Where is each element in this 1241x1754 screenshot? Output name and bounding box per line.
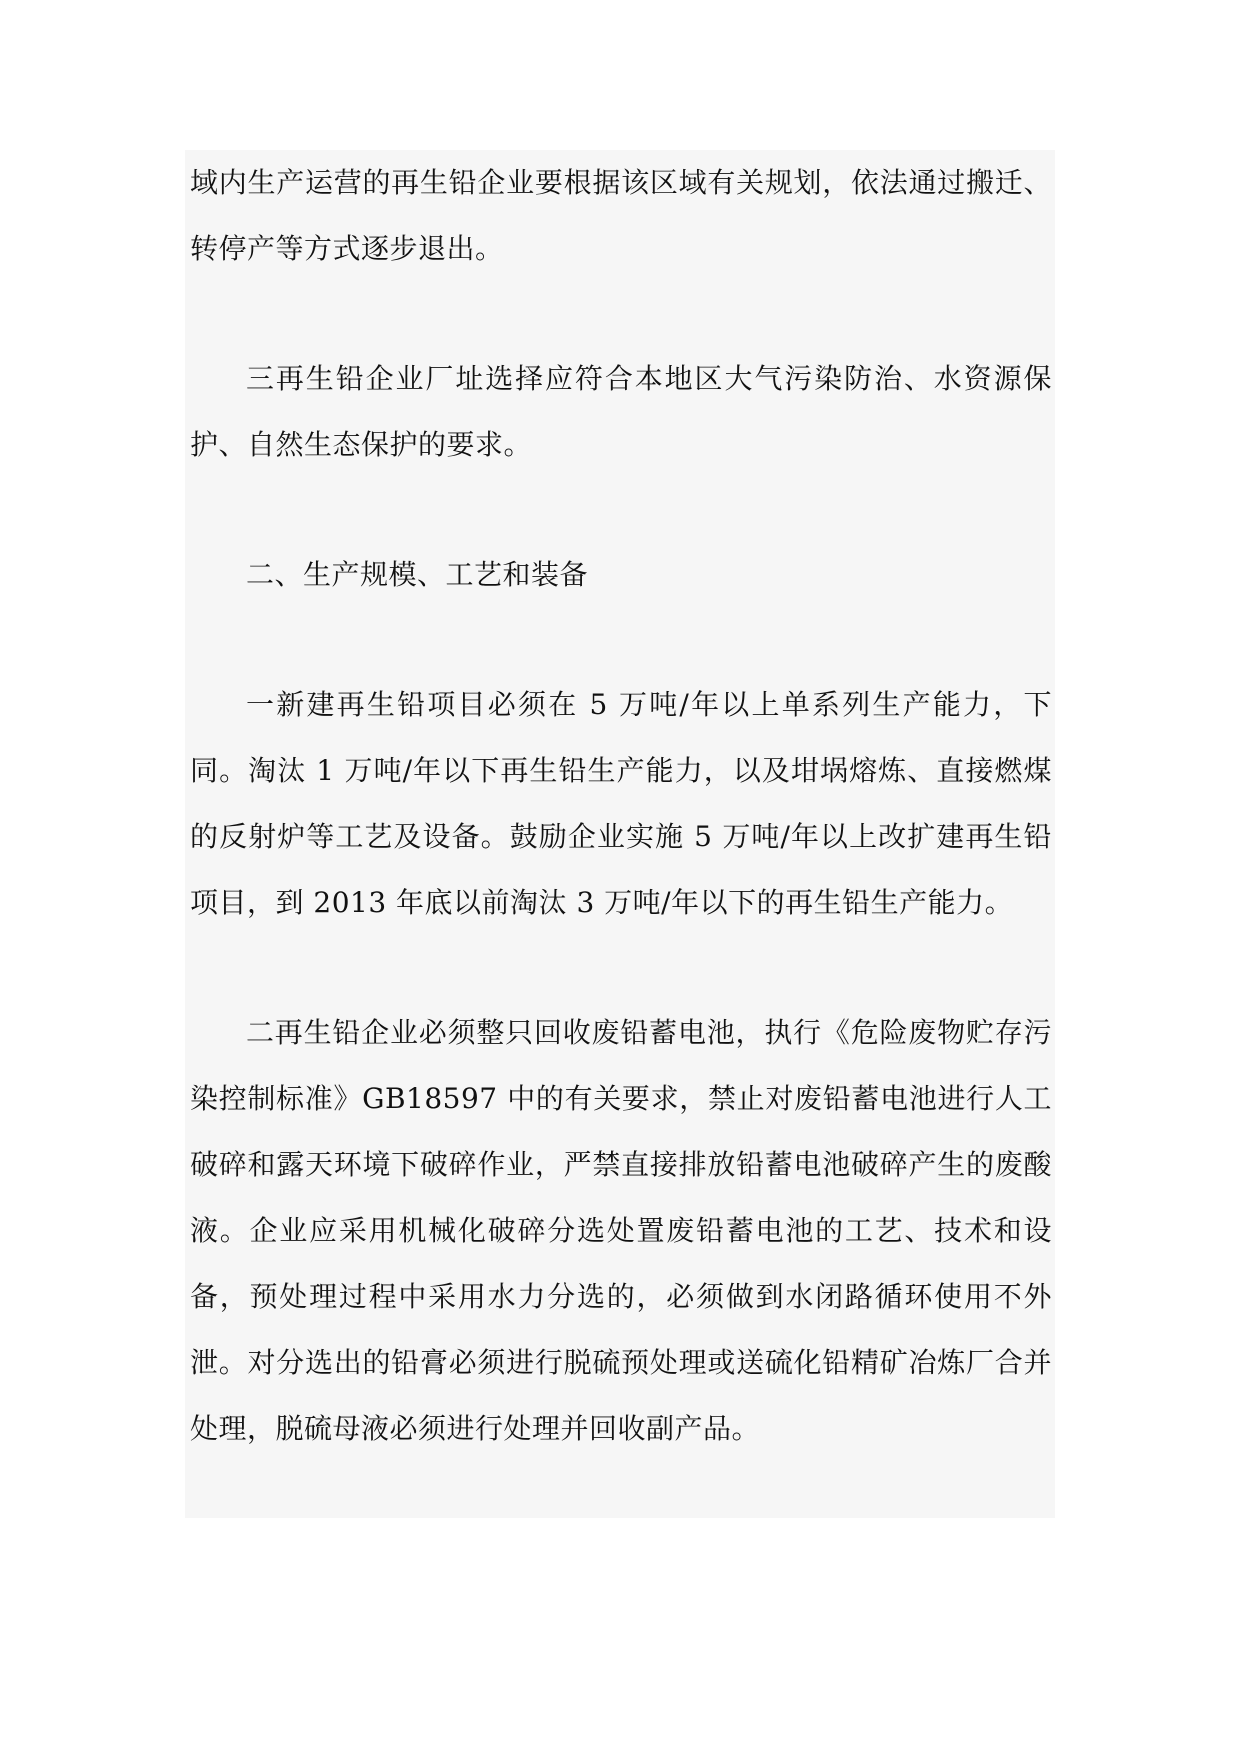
paragraph-site-selection: 三再生铅企业厂址选择应符合本地区大气污染防治、水资源保护、自然生态保护的要求。	[190, 362, 1052, 461]
paragraph-continuation: 域内生产运营的再生铅企业要根据该区域有关规划，依法通过搬迁、转停产等方式逐步退出。	[190, 166, 1052, 265]
section-heading: 二、生产规模、工艺和装备	[246, 558, 589, 591]
paragraph-battery-recycling: 二再生铅企业必须整只回收废铅蓄电池，执行《危险废物贮存污染控制标准》GB18597 中的有关要求，禁止对废铅蓄电池进行人工破碎和露天环境下破碎作业，严禁直接排放铅蓄电池破碎产生的废酸液。企业应采用机械化破碎分选处置废铅蓄电池的工艺、技术和设备，预处理过程中采用水力分选的，必须做到水闭路循环使用不外泄。对分选出的铅膏必须进行脱硫预处理或送硫化铅精矿冶炼厂合并处理，脱硫母液必须进行处理并回收副产品。	[190, 1016, 1052, 1445]
paragraph-gap	[190, 478, 1052, 542]
paragraph-gap	[190, 282, 1052, 346]
paragraph-production-scale: 一新建再生铅项目必须在 5 万吨/年以上单系列生产能力，下同。淘汰 1 万吨/年以下再生铅生产能力，以及坩埚熔炼、直接燃煤的反射炉等工艺及设备。鼓励企业实施 5 万吨/年以上改扩建再生铅项目，到 2013 年底以前淘汰 3 万吨/年以下的再生铅生产能力。	[190, 688, 1052, 919]
paragraph-gap	[190, 608, 1052, 672]
document-body	[190, 150, 1052, 1462]
paragraph-gap	[190, 936, 1052, 1000]
